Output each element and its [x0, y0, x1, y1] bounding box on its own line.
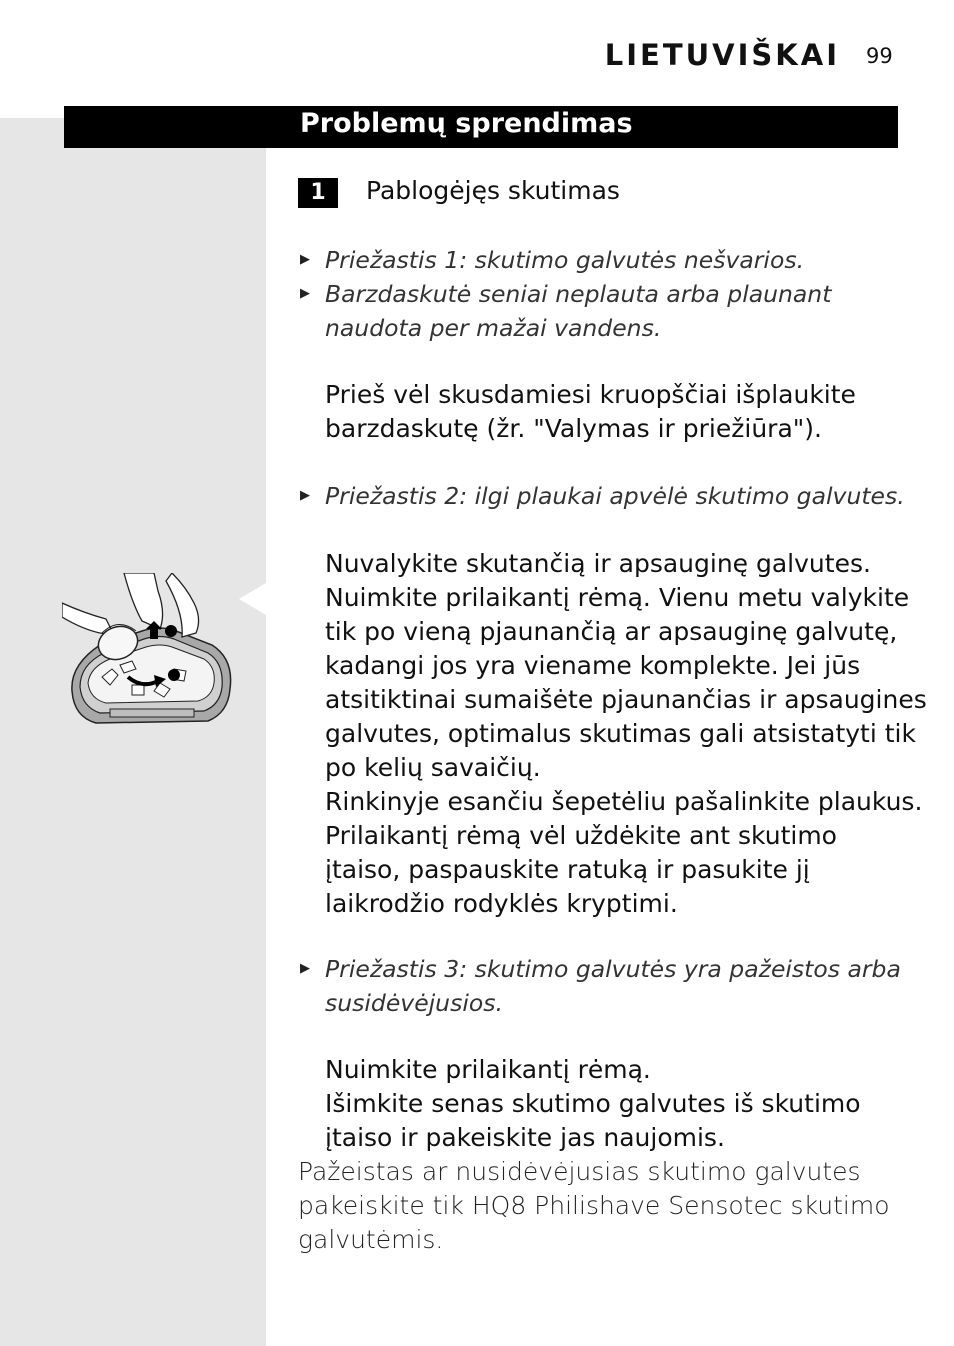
- step-number-badge: 1: [298, 178, 338, 208]
- page-number: 99: [866, 44, 893, 68]
- step-title: Pablogėjęs skutimas: [366, 176, 620, 205]
- shaver-head-cleaning-illustration: [62, 573, 239, 750]
- language-header: LIETUVIŠKAI: [604, 38, 840, 72]
- cause-1-line-3: naudota per mažai vandens.: [325, 314, 662, 342]
- bullet-arrow-icon: ▶: [300, 961, 310, 976]
- replacement-note: Pažeistas ar nusidėvėjusias skutimo galvutes pakeiskite tik HQ8 Philishave Sensotec skutimo galvutėmis.: [298, 1157, 890, 1254]
- section-header-bar: [64, 106, 898, 148]
- cause-1-line-1: Priežastis 1: skutimo galvutės nešvarios.: [325, 246, 805, 274]
- section-title: Problemų sprendimas: [300, 108, 633, 139]
- bullet-arrow-icon: ▶: [300, 286, 310, 301]
- cause-3-line-1: Priežastis 3: skutimo galvutės yra pažeistos arba: [325, 955, 901, 983]
- cause-2-line-1: Priežastis 2: ilgi plaukai apvėlė skutimo galvutes.: [325, 482, 905, 510]
- remedy-2: Nuvalykite skutančią ir apsauginę galvutes. Nuimkite prilaikantį rėmą. Vienu metu valykite tik po vieną pjaunančią ar apsauginę galvutę, kadangi jos yra viename komplekte. Jei jūs atsitiktinai sumaišėte pjaunančias ir apsaugines galvutes, optimalus skutimas gali atsistatyti tik po kelių savaičių. Rinkinyje esančiu šepetėliu pašalinkite plaukus. Prilaikantį rėmą vėl uždėkite ant skutimo įtaiso, paspauskite ratuką ir pasukite jį laikrodžio rodyklės kryptimi.: [325, 549, 927, 918]
- bullet-arrow-icon: ▶: [300, 488, 310, 503]
- bullet-arrow-icon: ▶: [300, 252, 310, 267]
- remedy-1: Prieš vėl skusdamiesi kruopščiai išplaukite barzdaskutę (žr. "Valymas ir priežiūra").: [325, 380, 856, 443]
- cause-1-line-2: Barzdaskutė seniai neplauta arba plaunant: [325, 280, 832, 308]
- callout-pointer: [239, 573, 266, 623]
- cause-3-line-2: susidėvėjusios.: [325, 989, 503, 1017]
- remedy-3: Nuimkite prilaikantį rėmą. Išimkite senas skutimo galvutes iš skutimo įtaiso ir pakeiskite jas naujomis.: [325, 1055, 861, 1152]
